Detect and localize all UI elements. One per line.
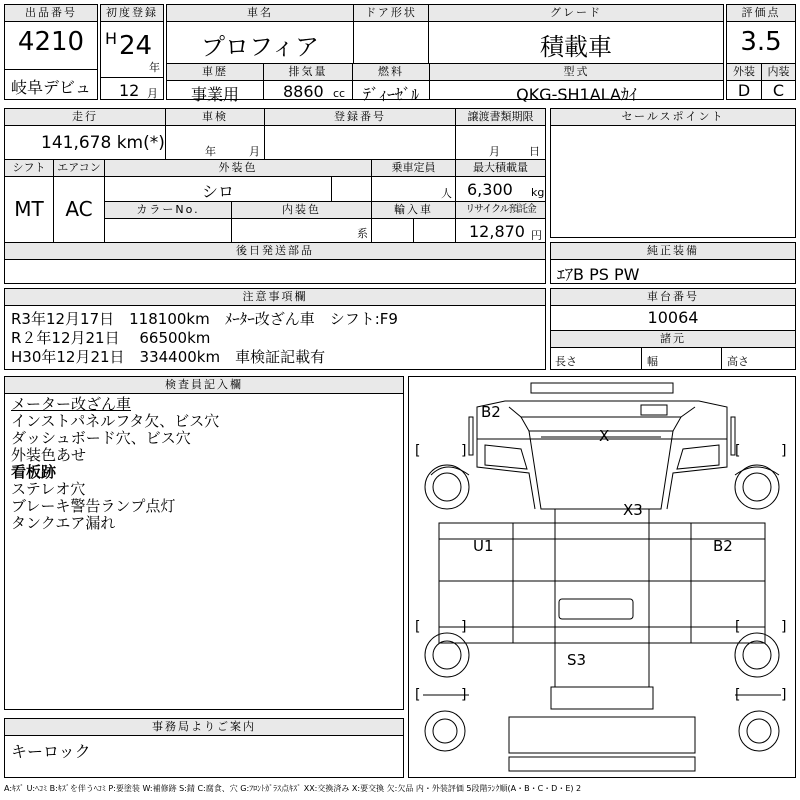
score-box bbox=[726, 4, 796, 100]
transfer-month: 月 bbox=[489, 145, 500, 158]
first-reg-label: 初度登録 bbox=[101, 5, 163, 22]
office-label: 事務局よりご案内 bbox=[5, 719, 403, 736]
import-label: 輸入車 bbox=[372, 202, 455, 219]
lot-number: 4210 bbox=[17, 27, 85, 57]
inspector-label: 検査員記入欄 bbox=[5, 377, 403, 394]
genuine-equipment-value: ｴｱB PS PW bbox=[557, 265, 640, 284]
mark-x-top: X bbox=[599, 427, 610, 445]
svg-text:]: ] bbox=[781, 687, 787, 703]
mark-b2-top: B2 bbox=[481, 403, 501, 421]
svg-text:[: [ bbox=[415, 687, 421, 703]
sales-points-label: セールスポイント bbox=[551, 109, 795, 126]
reg-number-label: 登録番号 bbox=[265, 109, 455, 126]
sales-points-box bbox=[550, 108, 796, 238]
reg-month: 12 bbox=[119, 81, 140, 100]
truck-diagram-svg bbox=[409, 377, 795, 777]
note-line: R3年12月17日 118100km ﾒｰﾀｰ改ざん車 シフト:F9 bbox=[11, 310, 398, 328]
recycle-unit: 円 bbox=[531, 229, 542, 242]
main-header-box bbox=[166, 4, 724, 104]
inspector-line: メーター改ざん車 bbox=[11, 396, 132, 413]
reg-year: 24 bbox=[119, 31, 153, 61]
genuine-equipment-label: 純正装備 bbox=[551, 243, 795, 260]
damage-diagram bbox=[408, 376, 796, 778]
inspector-line: タンクエア漏れ bbox=[11, 515, 116, 532]
mark-s3: S3 bbox=[567, 651, 587, 669]
capacity-label: 乗車定員 bbox=[372, 160, 455, 177]
grade-label: グレード bbox=[429, 5, 723, 22]
legend-text: A:ｷｽﾞ U:ﾍｺﾐ B:ｷｽﾞを伴うﾍｺﾐ P:要塗装 W:補修跡 S:錆 C:腐食、穴 G:ﾌﾛﾝﾄｶﾞﾗｽ点ｷｽﾞ XX:交換済み X:要交換 欠:欠品 内・外装評価 5段階ﾗﾝｸ順(A・B・C・D・E) 2 bbox=[4, 784, 582, 793]
transfer-label: 譲渡書類期限 bbox=[456, 109, 545, 126]
exterior-value: D bbox=[737, 81, 751, 100]
shift-value: MT bbox=[14, 197, 44, 221]
grade-value: 積載車 bbox=[540, 33, 612, 61]
lot-box bbox=[4, 4, 98, 100]
exterior-label: 外装 bbox=[727, 64, 761, 81]
svg-text:[: [ bbox=[735, 619, 741, 635]
dims-label: 諸元 bbox=[551, 331, 795, 348]
office-box bbox=[4, 718, 404, 778]
svg-text:]: ] bbox=[781, 443, 787, 459]
note-line: R２年12月21日 66500km bbox=[11, 329, 211, 347]
chassis-label: 車台番号 bbox=[551, 289, 795, 306]
debut-label: 岐阜デビュ bbox=[10, 78, 91, 97]
year-unit: 年 bbox=[149, 61, 160, 74]
office-value: キーロック bbox=[11, 742, 91, 761]
era-prefix: H bbox=[105, 29, 118, 48]
inspector-box bbox=[4, 376, 404, 710]
svg-text:]: ] bbox=[461, 619, 467, 635]
width-label: 幅 bbox=[647, 355, 658, 368]
score-label: 評価点 bbox=[727, 5, 795, 22]
inspector-line: 外装色あせ bbox=[11, 447, 87, 464]
history-label: 車歴 bbox=[167, 64, 263, 81]
color-no-label: カラーNo. bbox=[105, 202, 231, 219]
month-unit: 月 bbox=[147, 87, 158, 100]
fuel-label: 燃料 bbox=[353, 64, 429, 81]
inspector-line: 看板跡 bbox=[11, 464, 57, 481]
ac-label: エアコン bbox=[54, 160, 104, 177]
history-value: 事業用 bbox=[190, 85, 239, 104]
first-reg-box bbox=[100, 4, 164, 100]
transfer-day: 日 bbox=[529, 145, 540, 158]
door-label: ドア形状 bbox=[354, 5, 428, 22]
genuine-equipment-box bbox=[550, 242, 796, 284]
notes-box bbox=[4, 288, 546, 370]
capacity-unit: 人 bbox=[441, 187, 452, 200]
svg-text:]: ] bbox=[781, 619, 787, 635]
displacement-label: 排気量 bbox=[264, 64, 352, 81]
notes-label: 注意事項欄 bbox=[5, 289, 545, 306]
insp-year-unit: 年 bbox=[205, 145, 216, 158]
ac-value: AC bbox=[65, 197, 93, 221]
displacement-unit: cc bbox=[333, 87, 346, 100]
chassis-box bbox=[550, 288, 796, 370]
later-parts-label: 後日発送部品 bbox=[5, 243, 545, 260]
insp-month-unit: 月 bbox=[249, 145, 260, 158]
mark-x3: X3 bbox=[623, 501, 643, 519]
inspection-label: 車検 bbox=[166, 109, 264, 126]
displacement-value: 8860 bbox=[283, 82, 324, 101]
vehicle-info-box bbox=[4, 108, 546, 284]
max-load-value: 6,300 bbox=[467, 180, 513, 199]
mileage-value: 141,678 km(*) bbox=[41, 133, 165, 153]
length-label: 長さ bbox=[555, 355, 577, 368]
ext-color-label: 外装色 bbox=[105, 160, 371, 177]
recycle-value: 12,870 bbox=[469, 222, 525, 241]
svg-text:]: ] bbox=[461, 443, 467, 459]
interior-label: 内装 bbox=[762, 64, 795, 81]
inspector-line: ステレオ穴 bbox=[11, 481, 86, 498]
model-value: QKG-SH1ALAｶｲ bbox=[516, 85, 637, 104]
lot-label: 出品番号 bbox=[5, 5, 97, 22]
mark-b2-right: B2 bbox=[713, 537, 733, 555]
chassis-value: 10064 bbox=[647, 308, 699, 327]
svg-text:]: ] bbox=[461, 687, 467, 703]
svg-text:[: [ bbox=[735, 443, 741, 459]
int-color-label: 内装色 bbox=[232, 202, 371, 219]
max-load-label: 最大積載量 bbox=[456, 160, 545, 177]
max-load-unit: kg bbox=[531, 186, 545, 199]
inspector-line: ブレーキ警告ランプ点灯 bbox=[11, 498, 176, 515]
svg-text:[: [ bbox=[415, 443, 421, 459]
svg-text:[: [ bbox=[735, 687, 741, 703]
inspector-line: インストパネルフタ欠、ビス穴 bbox=[11, 413, 220, 430]
mileage-label: 走行 bbox=[5, 109, 165, 126]
kei-mark: 系 bbox=[357, 227, 368, 240]
fuel-value: ﾃﾞｨｰｾﾞﾙ bbox=[362, 85, 419, 104]
svg-text:[: [ bbox=[415, 619, 421, 635]
ext-color-value: シロ bbox=[201, 182, 234, 201]
model-label: 型式 bbox=[430, 64, 723, 81]
mark-u1: U1 bbox=[473, 537, 494, 555]
car-name-label: 車名 bbox=[167, 5, 353, 22]
note-line: H30年12月21日 334400km 車検証記載有 bbox=[11, 348, 326, 366]
height-label: 高さ bbox=[727, 355, 749, 368]
interior-value: C bbox=[772, 81, 785, 100]
inspector-line: ダッシュボード穴、ビス穴 bbox=[11, 430, 191, 447]
shift-label: シフト bbox=[5, 160, 53, 177]
car-name-value: プロフィア bbox=[200, 33, 320, 61]
score-value: 3.5 bbox=[740, 27, 782, 57]
recycle-label: リサイクル預託金 bbox=[456, 202, 545, 219]
